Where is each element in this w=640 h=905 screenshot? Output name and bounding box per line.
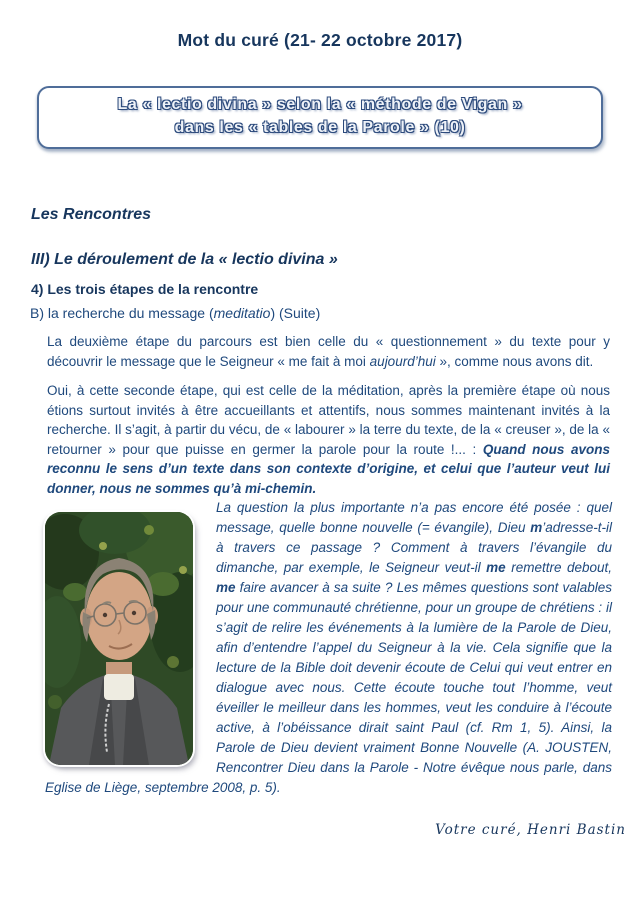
banner-line-2: dans les « tables de la Parole » (10) [174, 119, 466, 136]
title-banner-box [37, 86, 603, 149]
quote-with-photo-section [45, 498, 612, 798]
heading-subsection-4: 4) Les trois étapes de la rencontre [31, 281, 259, 297]
paragraph-1: La deuxième étape du parcours est bien celle du « questionnement » du texte pour y découvrir le message que le Seigneur « me fait à moi aujourd’hui », comme nous avons dit. [47, 334, 610, 369]
page-title: Mot du curé (21- 22 octobre 2017) [177, 30, 463, 50]
heading-les-rencontres: Les Rencontres [31, 206, 152, 223]
heading-section-iii: III) Le déroulement de la « lectio divina » [31, 251, 338, 268]
priest-portrait-illustration [45, 512, 193, 765]
priest-portrait-photo [45, 512, 193, 765]
banner-line-1: La « lectio divina » selon la « méthode de Vigan » [117, 96, 523, 113]
paragraph-2: Oui, à cette seconde étape, qui est celle de la méditation, après la première étape où nous étions surtout invités à être accueillants et attentifs, nous sommes maintenant invités à la recherche. Il s’agit, à partir du vécu, de « labourer » la terre du texte, de la « creuser », de la « retourner » pour que puisse en germer la parole pour la route !... : Quand nous avons reconnu le sens d’un texte dans son contexte d’origine, et celui que l’auteur veut lui donner, nous ne sommes qu’à mi-chemin. [47, 383, 610, 496]
quote-continuation-text: La question la plus importante n’a pas encore été posée : quel message, quelle bonne nouvelle (= évangile), Dieu m’adresse-t-il à travers ce passage ? Comment à travers l’évangile du dimanche, par exemple, le Seigneur veut-il me remettre debout, me faire avancer à sa suite ? Les mêmes questions sont valables pour une communauté chrétienne, pour un groupe de chrétiens : il s’agit de relire les événements à la lumière de la Parole de Dieu, afin d’entendre l’appel du Seigneur à la vie. Cela signifie que la lecture de la Bible doit devenir écoute de Celui qui veut entrer en dialogue avec nous. Cette écoute touche tout l’homme, veut éveiller le meilleur dans les hommes, veut les conduire à l’écoute active, à l’obéissance dirait saint Paul (cf. Rm 1, 5). Ainsi, la Parole de Dieu devient vraiment Bonne Nouvelle (A. JOUSTEN, Rencontrer Dieu dans la Parole - Notre évêque nous parle, dans Eglise de Liège, septembre 2008, p. 5). [45, 500, 613, 795]
signature-line: Votre curé, Henri Bastin [435, 822, 626, 838]
heading-item-b: B) la recherche du message (meditatio) (Suite) [30, 305, 321, 321]
